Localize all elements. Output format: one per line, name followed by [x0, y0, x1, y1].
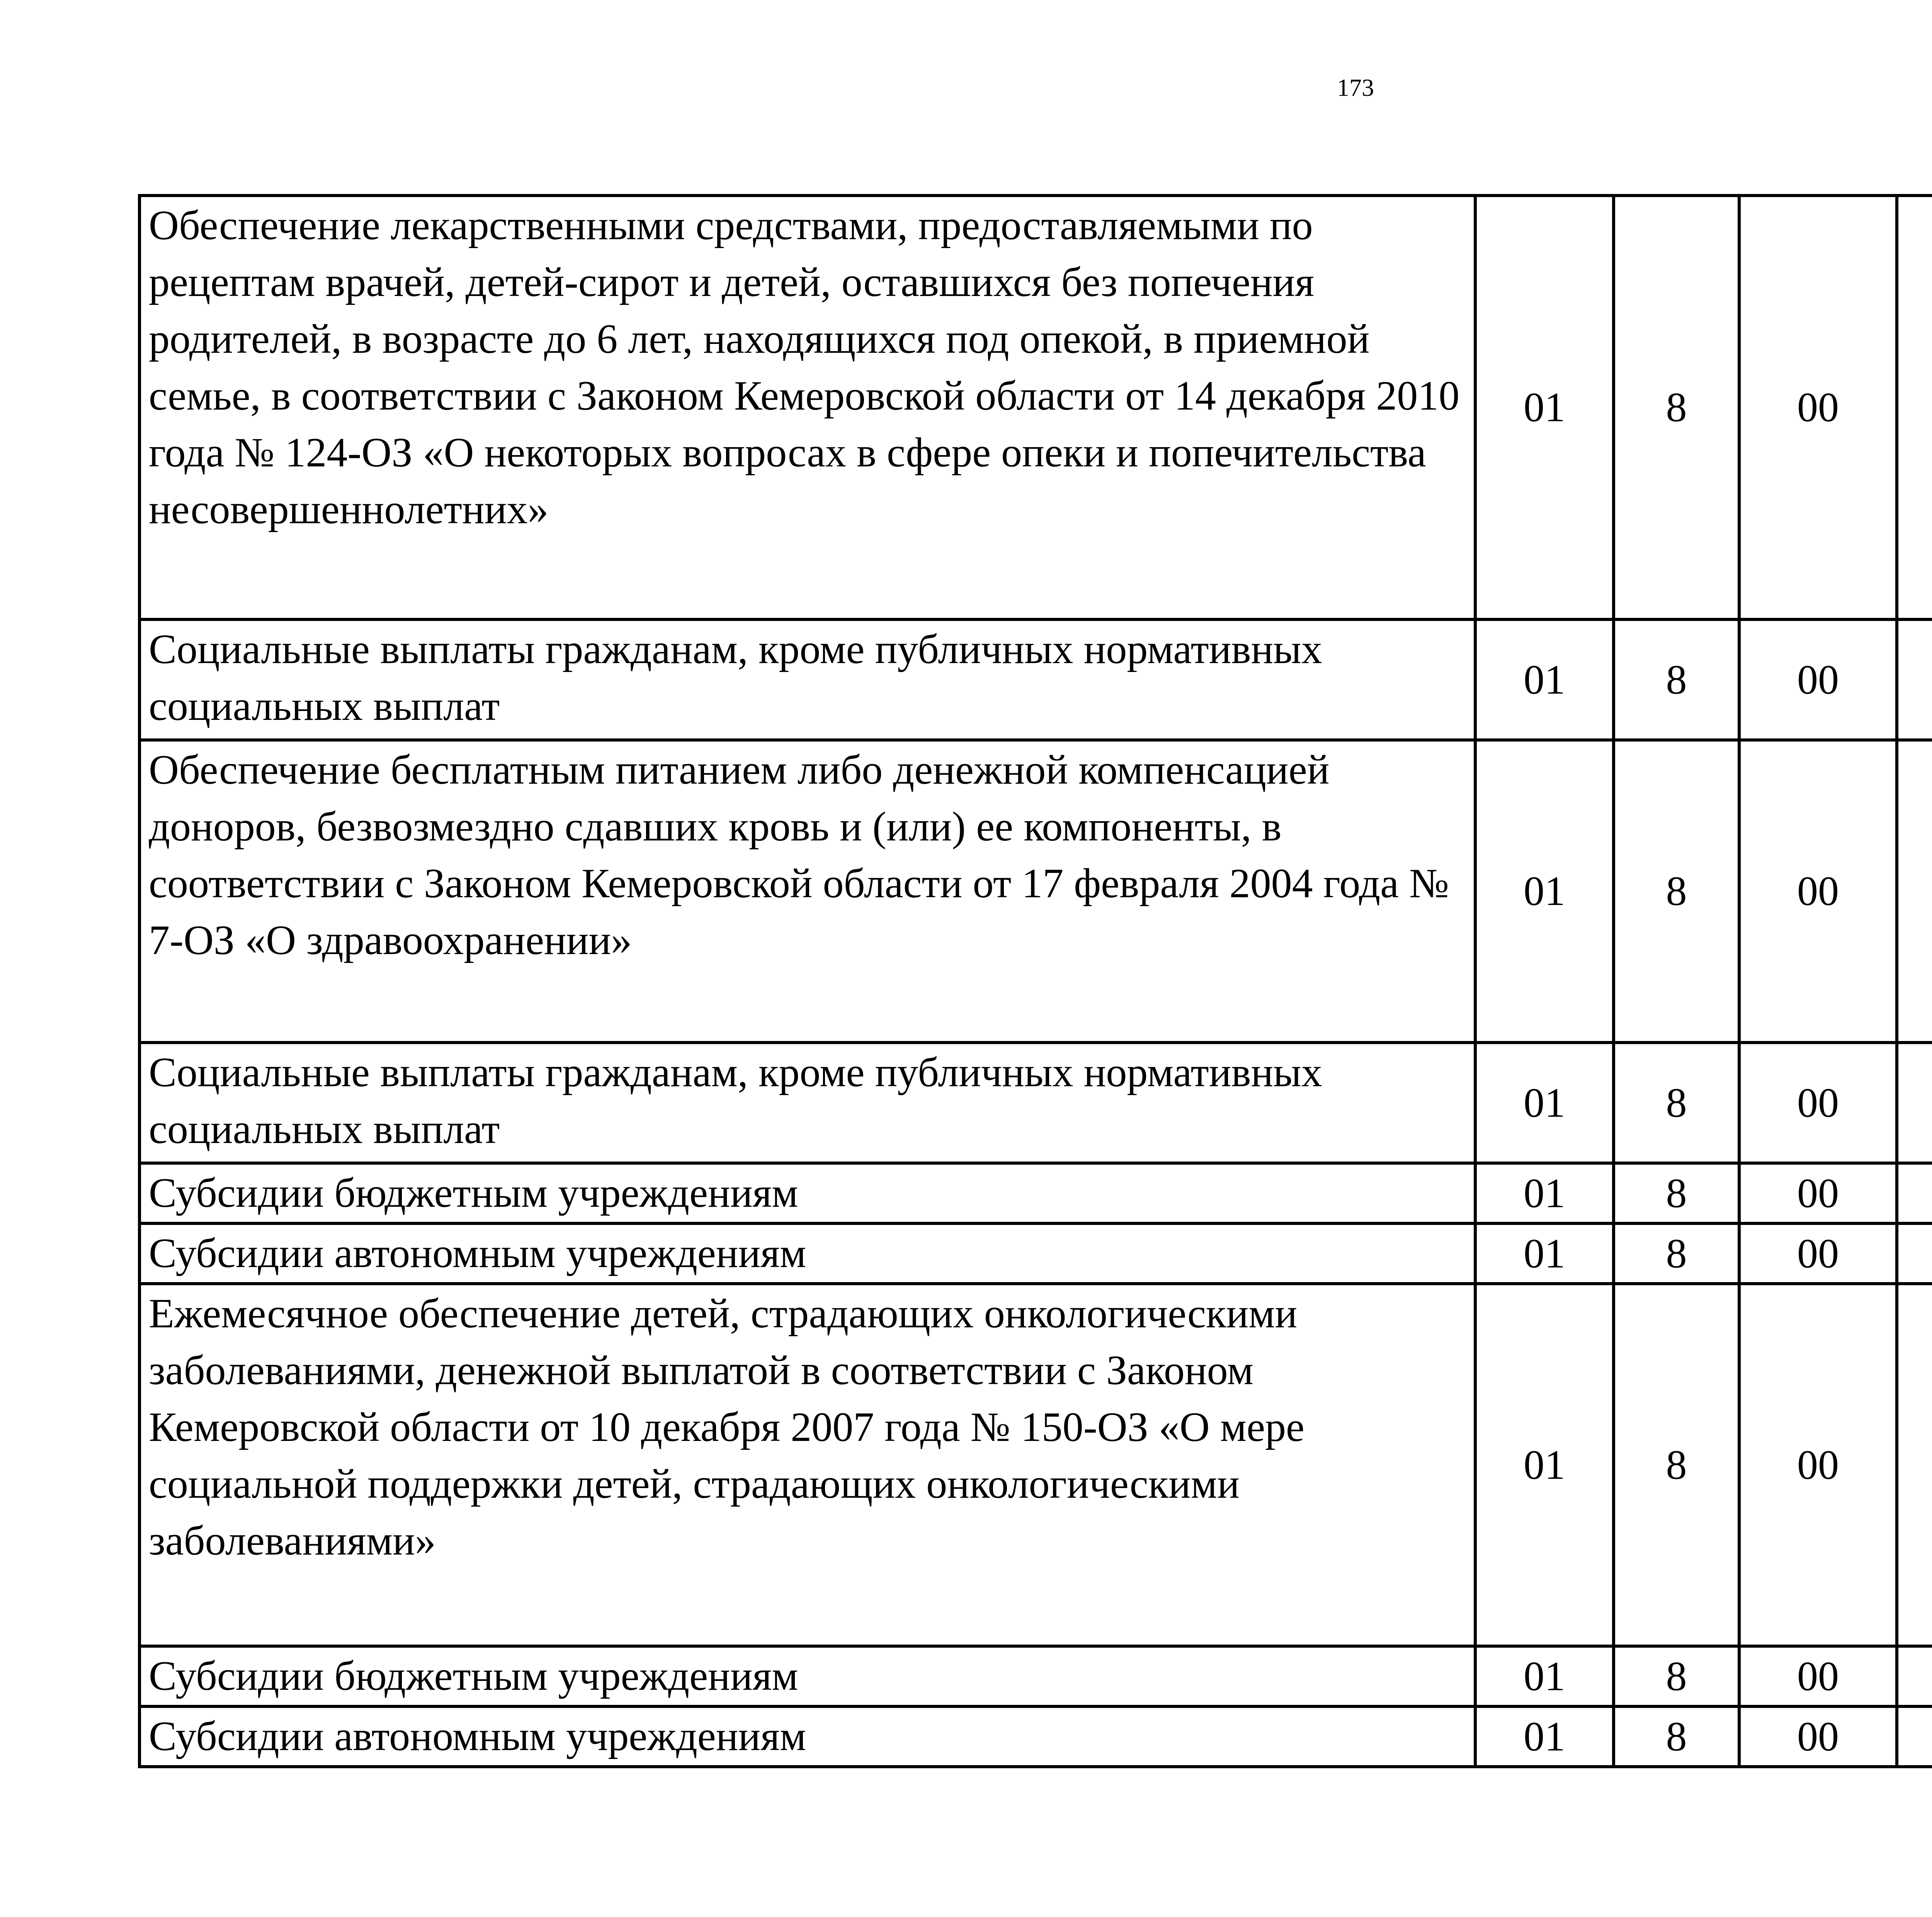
table-row: [139, 1043, 1932, 1163]
table-row: [139, 1706, 1932, 1767]
row-description: Субсидии бюджетным учреждениям: [139, 1163, 1475, 1223]
code-cell: 8: [1614, 740, 1739, 1043]
code-cell: 01: [1475, 1163, 1614, 1223]
code-cell: 8: [1614, 1163, 1739, 1223]
code-cell: 00: [1739, 1646, 1897, 1706]
code-cell: 00: [1739, 1043, 1897, 1163]
code-cell: [1897, 1646, 1932, 1706]
code-cell: 8: [1614, 1043, 1739, 1163]
code-cell: 00: [1739, 619, 1897, 740]
code-cell: 01: [1475, 740, 1614, 1043]
table-row: [139, 196, 1932, 619]
row-description: Субсидии бюджетным учреждениям: [139, 1646, 1475, 1706]
code-cell: 00: [1739, 1706, 1897, 1767]
code-cell: [1897, 1163, 1932, 1223]
code-cell: 01: [1475, 1043, 1614, 1163]
code-cell: [1897, 740, 1932, 1043]
code-cell: [1897, 619, 1932, 740]
row-description: Социальные выплаты гражданам, кроме публичных нормативных социальных выплат: [139, 619, 1475, 740]
row-description: Субсидии автономным учреждениям: [139, 1223, 1475, 1284]
code-cell: [1897, 1223, 1932, 1284]
code-cell: 01: [1475, 1284, 1614, 1646]
code-cell: [1897, 1284, 1932, 1646]
table-row: [139, 1223, 1932, 1284]
page-number: 173: [1337, 74, 1374, 101]
code-cell: [1897, 196, 1932, 619]
code-cell: 8: [1614, 1223, 1739, 1284]
table-row: [139, 1284, 1932, 1646]
code-cell: 01: [1475, 1706, 1614, 1767]
code-cell: [1897, 1706, 1932, 1767]
code-cell: 01: [1475, 1223, 1614, 1284]
code-cell: 00: [1739, 1163, 1897, 1223]
code-cell: 8: [1614, 1646, 1739, 1706]
code-cell: 01: [1475, 196, 1614, 619]
budget-table: [138, 194, 1932, 1768]
code-cell: 01: [1475, 1646, 1614, 1706]
table-row: [139, 1163, 1932, 1223]
row-description: Ежемесячное обеспечение детей, страдающих онкологическими заболеваниями, денежной выплатой в соответствии с Законом Кемеровской области от 10 декабря 2007 года № 150-ОЗ «О мере социальной поддержки детей, страдающих онкологическими заболеваниями»: [139, 1284, 1475, 1646]
code-cell: 01: [1475, 619, 1614, 740]
table-row: [139, 1646, 1932, 1706]
table-row: [139, 740, 1932, 1043]
code-cell: 00: [1739, 1223, 1897, 1284]
code-cell: 00: [1739, 196, 1897, 619]
code-cell: 8: [1614, 1284, 1739, 1646]
row-description: Обеспечение лекарственными средствами, предоставляемыми по рецептам врачей, детей-сирот и детей, оставшихся без попечения родителей, в возрасте до 6 лет, находящихся под опекой, в приемной семье, в соответствии с Законом Кемеровской области от 14 декабря 2010 года № 124-ОЗ «О некоторых вопросах в сфере опеки и попечительства несовершеннолетних»: [139, 196, 1475, 619]
code-cell: 8: [1614, 619, 1739, 740]
row-description: Субсидии автономным учреждениям: [139, 1706, 1475, 1767]
code-cell: 00: [1739, 740, 1897, 1043]
code-cell: 8: [1614, 196, 1739, 619]
code-cell: 8: [1614, 1706, 1739, 1767]
code-cell: 00: [1739, 1284, 1897, 1646]
row-description: Обеспечение бесплатным питанием либо денежной компенсацией доноров, безвозмездно сдавших кровь и (или) ее компоненты, в соответствии с Законом Кемеровской области от 17 февраля 2004 года № 7-ОЗ «О здравоохранении»: [139, 740, 1475, 1043]
row-description: Социальные выплаты гражданам, кроме публичных нормативных социальных выплат: [139, 1043, 1475, 1163]
code-cell: [1897, 1043, 1932, 1163]
table-row: [139, 619, 1932, 740]
